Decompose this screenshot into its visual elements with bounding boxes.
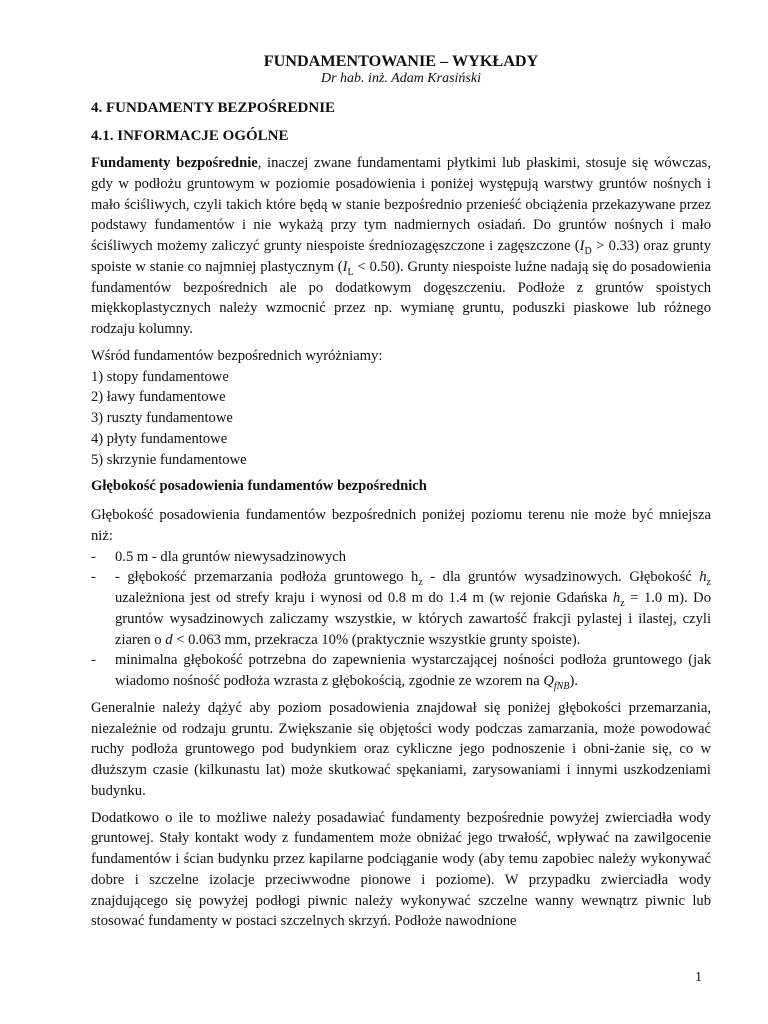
symbol-q: Q: [543, 673, 554, 689]
dash-bullet: -: [91, 548, 96, 565]
intro-paragraph: [91, 153, 711, 340]
bold-term: Fundamenty bezpośrednie: [91, 155, 258, 171]
list-item: [91, 650, 711, 692]
types-intro: Wśród fundamentów bezpośrednich wyróżniamy:: [91, 347, 383, 364]
water-paragraph: Dodatkowo o ile to możliwe należy posadawiać fundamenty bezpośrednie powyżej zwierciadła wody gruntowej. Stały kontakt wody z fundamentem może obniżać jego trwałość, wpływać na zawilgocenie fundamentów i ścian budynku przez kapilarne podciąganie wody (aby temu zapobiec należy wykonywać dobre i szczelne izolacje przeciwwodne pionowe i poziome). W przypadku zwierciadła wody znajdującego się powyżej podłogi piwnic należy wykonywać szczelne wanny wewnątrz piwnic lub stosować fundamenty w postaci szczelnych skrzyń. Podłoże nawodnione: [91, 809, 711, 930]
depth-item-3-text: minimalna głębokość potrzebna do zapewnienia wystarczającej nośności podłoża gruntowego (jak wiadomo nośność podłoża wzrasta z głębokością, zgodnie ze wzorem na: [115, 652, 711, 689]
depth-item-2-text: - głębokość przemarzania podłoża gruntowego h: [115, 569, 419, 586]
intro-text-1: , inaczej zwane fundamentami płytkimi lub płaskimi, stosuje się wówczas, gdy w podłożu gruntowym w poziomie posadowienia i poniżej występują warstwy gruntów nośnych i mało ściśliwych, czyli takich które będą w stanie bezpośrednio przenieść obciążenia przekazywane przez podstawy fundamentów i nie wykażą przy tym nadmiernych osiadań. Do gruntów nośnych i mało ściśliwych możemy zaliczyć grunty niespoiste średniozagęszczone i zagęszczone (: [91, 155, 711, 254]
depth-item-2-text: = 1.0 m). Do gruntów wysadzinowych zaliczamy wszystkie, w których zawartość frakcji pylastej i ilastej, czyli ziaren o: [115, 590, 711, 648]
subscript: z: [418, 577, 423, 589]
depth-item-2-text: - dla gruntów wysadzinowych. Głębokość: [422, 569, 700, 586]
list-item: [91, 547, 711, 568]
list-item: 4) płyty fundamentowe: [91, 430, 228, 447]
depth-item-2-text: < 0.063 mm, przekracza 10% (praktycznie wszystkie grunty spoiste).: [172, 631, 581, 648]
document-author: Dr hab. inż. Adam Krasiński: [321, 71, 481, 86]
section-heading: 4. FUNDAMENTY BEZPOŚREDNIE: [91, 100, 336, 116]
depth-intro: Głębokość posadowienia fundamentów bezpośrednich poniżej poziomu terenu nie może być mniejsza niż:: [91, 507, 711, 544]
dash-bullet: -: [91, 569, 96, 586]
symbol-id: I: [579, 238, 585, 254]
symbol-id-sub: D: [584, 245, 592, 257]
list-item: 1) stopy fundamentowe: [91, 368, 229, 385]
subscript: z: [706, 577, 711, 589]
types-list: [91, 367, 711, 471]
intro-text-2: > 0.33) oraz grunty spoiste w stanie co najmniej plastycznym (: [91, 238, 711, 275]
subscript: fNB: [553, 680, 570, 692]
subscript: z: [620, 597, 625, 609]
list-item: 3) ruszty fundamentowe: [91, 410, 233, 426]
depth-item-1: 0.5 m - dla gruntów niewysadzinowych: [115, 548, 347, 565]
document-page: [91, 52, 711, 938]
document-title: FUNDAMENTOWANIE – WYKŁADY: [263, 52, 539, 70]
symbol-d: d: [165, 631, 173, 648]
list-item: 5) skrzynie fundamentowe: [91, 451, 247, 468]
frost-paragraph: Generalnie należy dążyć aby poziom posadowienia znajdował się poniżej głębokości przemarzania, niezależnie od rodzaju gruntu. Zwiększanie się objętości wody podczas zamarzania, może powodować ruchy podłoża gruntowego pod budynkiem oraz cykliczne jego podnoszenie i obni-żanie się, co w dłuższym czasie (kilkunastu lat) może skutkować spękaniami, zarysowaniami i innymi uszkodzeniami budynku.: [91, 699, 711, 799]
symbol-il: I: [342, 258, 348, 275]
list-item: [91, 567, 711, 650]
page-number: 1: [695, 970, 702, 985]
symbol-il-sub: L: [347, 266, 354, 278]
list-item: 2) ławy fundamentowe: [91, 389, 226, 406]
intro-text-3: < 0.50). Grunty niespoiste luźne nadają się do posadowienia fundamentów bezpośrednich ale po dodatkowym dogęszczeniu. Podłoże z gruntów spoistych miękkoplastycznych należy wzmocnić przez np. wymianę gruntu, poduszki piaskowe lub różnego rodzaju kolumny.: [91, 258, 712, 337]
symbol-h: h: [612, 590, 621, 606]
subsection-heading: 4.1. INFORMACJE OGÓLNE: [91, 128, 289, 144]
depth-item-3-text: ).: [569, 673, 578, 689]
depth-item-2-text: uzależniona jest od strefy kraju i wynosi od 0.8 m do 1.4 m (w rejonie Gdańska: [115, 590, 613, 606]
depth-heading: Głębokość posadowienia fundamentów bezpośrednich: [91, 478, 427, 495]
depth-list: [91, 547, 711, 692]
dash-bullet: -: [91, 652, 96, 669]
symbol-h: h: [699, 569, 707, 586]
